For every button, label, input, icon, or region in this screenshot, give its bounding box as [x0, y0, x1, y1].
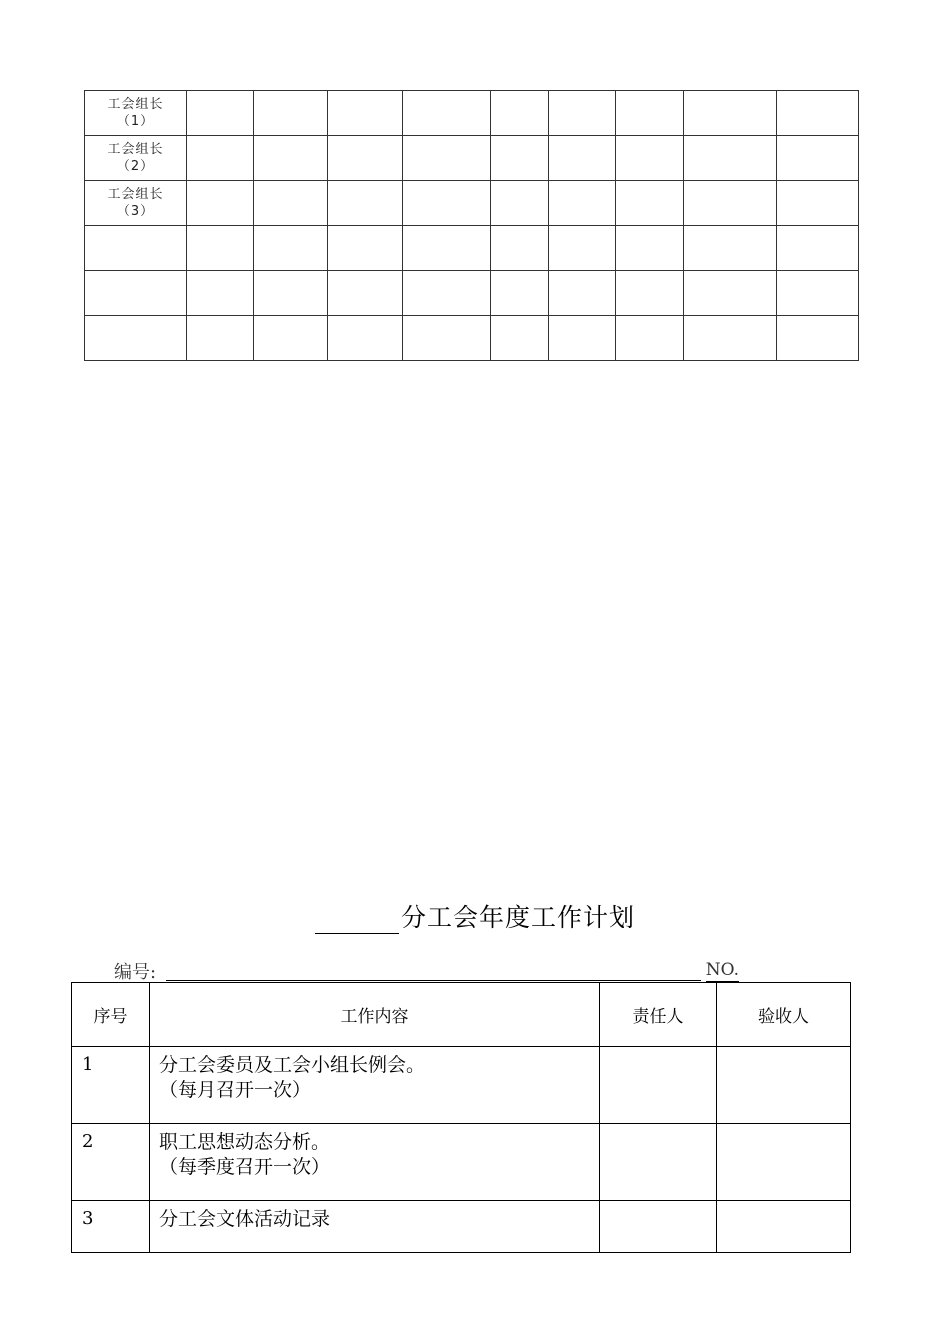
grid-row	[85, 316, 859, 361]
member-grid-table	[84, 90, 859, 361]
title-blank-line	[315, 907, 399, 934]
grid-cell	[254, 316, 328, 361]
grid-cell	[549, 181, 616, 226]
grid-cell	[328, 316, 403, 361]
grid-row	[85, 91, 859, 136]
grid-row-label: 工会组长 （2）	[85, 136, 187, 181]
grid-cell	[403, 316, 491, 361]
grid-cell	[777, 316, 859, 361]
row-seq: 2	[72, 1124, 150, 1201]
work-plan-table	[71, 982, 851, 1253]
row-acceptor-cell	[717, 1124, 851, 1201]
grid-cell	[187, 91, 254, 136]
grid-cell	[777, 136, 859, 181]
grid-cell	[328, 226, 403, 271]
grid-row-label: 工会组长 （1）	[85, 91, 187, 136]
grid-cell	[328, 271, 403, 316]
row-content: 职工思想动态分析。 （每季度召开一次）	[150, 1124, 600, 1201]
grid-cell	[684, 181, 777, 226]
row-seq: 3	[72, 1201, 150, 1253]
grid-cell	[684, 226, 777, 271]
header-acceptor: 验收人	[717, 983, 851, 1047]
grid-cell	[777, 226, 859, 271]
number-label: 编号:	[114, 962, 157, 983]
grid-cell	[254, 91, 328, 136]
grid-row	[85, 271, 859, 316]
grid-cell	[491, 136, 549, 181]
table-header-row	[72, 983, 851, 1047]
header-seq: 序号	[72, 983, 150, 1047]
row-content: 分工会文体活动记录	[150, 1201, 600, 1253]
grid-cell	[187, 136, 254, 181]
grid-cell	[403, 91, 491, 136]
header-owner: 责任人	[600, 983, 717, 1047]
grid-cell	[254, 181, 328, 226]
grid-cell	[616, 226, 684, 271]
grid-row-label: 工会组长 （3）	[85, 181, 187, 226]
grid-cell	[254, 136, 328, 181]
grid-cell	[684, 136, 777, 181]
grid-cell	[616, 136, 684, 181]
grid-cell	[491, 91, 549, 136]
row-owner-cell	[600, 1047, 717, 1124]
number-row	[114, 958, 739, 982]
grid-cell	[187, 271, 254, 316]
grid-cell	[403, 136, 491, 181]
grid-cell	[403, 181, 491, 226]
grid-cell	[328, 91, 403, 136]
grid-cell	[491, 226, 549, 271]
table-row	[72, 1047, 851, 1124]
grid-row	[85, 136, 859, 181]
row-acceptor-cell	[717, 1047, 851, 1124]
no-label: NO.	[705, 960, 739, 980]
grid-cell	[254, 271, 328, 316]
grid-cell	[684, 91, 777, 136]
grid-cell	[616, 91, 684, 136]
grid-row-label	[85, 226, 187, 271]
page-title	[0, 898, 950, 934]
grid-cell	[491, 181, 549, 226]
grid-cell	[254, 226, 328, 271]
table-row	[72, 1124, 851, 1201]
grid-cell	[491, 316, 549, 361]
grid-cell	[403, 271, 491, 316]
row-content: 分工会委员及工会小组长例会。 （每月召开一次）	[150, 1047, 600, 1124]
grid-cell	[187, 226, 254, 271]
grid-cell	[549, 226, 616, 271]
grid-cell	[328, 181, 403, 226]
grid-cell	[549, 91, 616, 136]
table-row	[72, 1201, 851, 1253]
grid-cell	[684, 316, 777, 361]
grid-cell	[777, 181, 859, 226]
grid-cell	[549, 136, 616, 181]
grid-row	[85, 181, 859, 226]
grid-cell	[549, 316, 616, 361]
grid-cell	[491, 271, 549, 316]
grid-cell	[549, 271, 616, 316]
grid-row-label	[85, 271, 187, 316]
grid-cell	[777, 91, 859, 136]
row-acceptor-cell	[717, 1201, 851, 1253]
grid-row	[85, 226, 859, 271]
grid-cell	[616, 271, 684, 316]
grid-cell	[187, 316, 254, 361]
grid-cell	[328, 136, 403, 181]
row-owner-cell	[600, 1201, 717, 1253]
header-content: 工作内容	[150, 983, 600, 1047]
grid-row-label	[85, 316, 187, 361]
page-title-text: 分工会年度工作计划	[400, 903, 635, 932]
number-fill-line	[166, 980, 701, 981]
grid-cell	[616, 181, 684, 226]
grid-cell	[616, 316, 684, 361]
row-seq: 1	[72, 1047, 150, 1124]
grid-cell	[684, 271, 777, 316]
grid-cell	[403, 226, 491, 271]
grid-cell	[187, 181, 254, 226]
grid-cell	[777, 271, 859, 316]
row-owner-cell	[600, 1124, 717, 1201]
